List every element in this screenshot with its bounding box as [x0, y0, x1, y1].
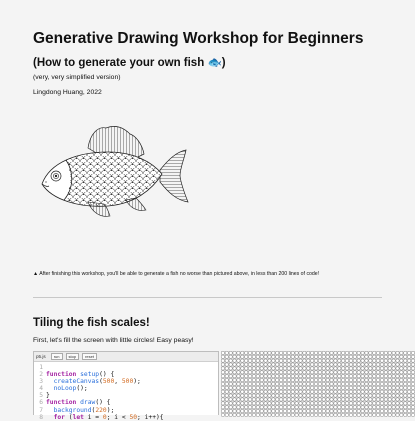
run-button[interactable]: run: [51, 353, 63, 360]
code-line: [34, 371, 218, 378]
page-subtitle: [33, 55, 226, 69]
section-divider: [33, 297, 382, 298]
code-text: function setup() {: [46, 371, 115, 379]
line-number: 8: [39, 413, 43, 421]
fish-illustration: [38, 120, 198, 220]
figure-caption: ▲ After finishing this workshop, you'll be able to generate a fish no worse than pictured above, in less than 200 lines of code!: [33, 271, 320, 277]
section-heading: Tiling the fish scales!: [33, 317, 150, 329]
version-note: (very, very simplified version): [33, 74, 121, 81]
code-line: [34, 385, 218, 392]
tail-fin: [160, 150, 188, 202]
code-text: background(220);: [53, 406, 115, 414]
line-number: 6: [39, 399, 43, 407]
code-editor[interactable]: [33, 351, 219, 421]
subtitle-close: ): [221, 57, 226, 69]
code-text: function draw() {: [46, 399, 111, 407]
code-area[interactable]: [34, 362, 218, 421]
anal-fin: [126, 198, 146, 211]
library-label: p5.js: [36, 354, 46, 359]
circle-grid-canvas: [221, 351, 415, 415]
fish-emoji-icon: 🐟: [207, 57, 222, 69]
line-number: 1: [39, 364, 43, 371]
code-line: [34, 414, 218, 421]
line-number: 2: [39, 371, 43, 379]
code-text: for (let i = 0; i < 50; i++){: [53, 413, 164, 421]
code-line: [34, 407, 218, 414]
page-title: Generative Drawing Workshop for Beginners: [33, 30, 364, 47]
code-text: }: [46, 392, 50, 400]
editor-toolbar: [34, 352, 218, 362]
line-number: 7: [39, 406, 43, 414]
byline: Lingdong Huang, 2022: [33, 89, 102, 96]
code-line: [34, 378, 218, 385]
code-text: createCanvas(500, 500);: [53, 378, 141, 386]
subtitle-text: (How to generate your own fish: [33, 57, 208, 69]
line-number: 5: [39, 392, 43, 400]
stop-button[interactable]: stop: [66, 353, 80, 360]
reset-button[interactable]: reset: [82, 353, 97, 360]
code-line: [34, 399, 218, 406]
line-number: 4: [39, 385, 43, 393]
line-number: 3: [39, 378, 43, 386]
section-intro: First, let's fill the screen with little circles! Easy peasy!: [33, 337, 194, 344]
code-text: noLoop();: [53, 385, 88, 393]
